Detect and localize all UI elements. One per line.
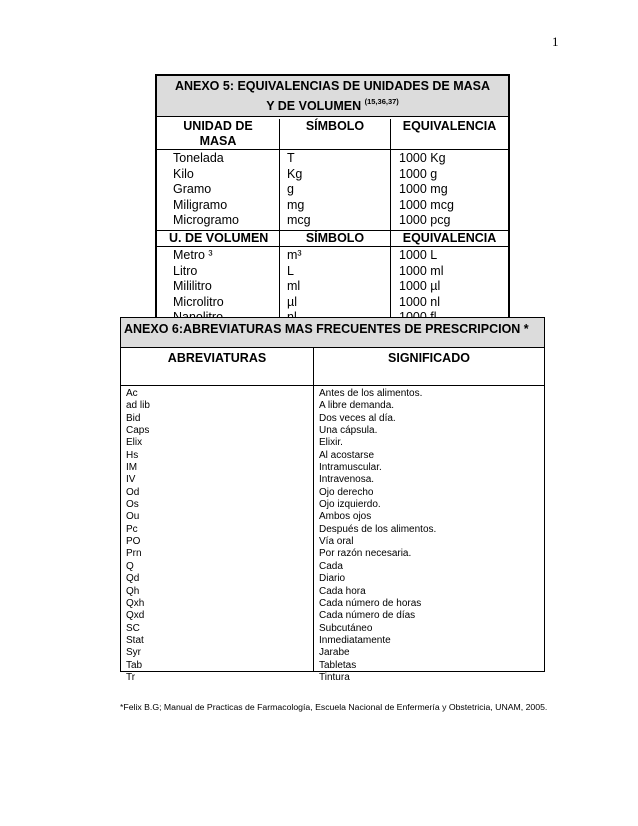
abbreviations-column: [121, 386, 314, 683]
meaning-cell: Ojo derecho: [319, 486, 374, 498]
mass-header-row: [157, 117, 508, 150]
table1-title-line1: ANEXO 5: EQUIVALENCIAS DE UNIDADES DE MASA: [174, 79, 491, 93]
meaning-cell: Cada número de días: [319, 610, 416, 622]
volume-header-row: [157, 230, 508, 247]
mass-symbol-header: SÍMBOLO: [280, 119, 391, 149]
abbreviation-cell: Elix: [126, 437, 143, 449]
meaning-cell: Tabletas: [319, 659, 357, 671]
meaning-cell: Diario: [319, 573, 346, 585]
meaning-cell: Cada: [319, 560, 343, 572]
meaning-cell: Subcutáneo: [319, 622, 373, 634]
volume-equivalence-cell: 1000 nl: [399, 294, 441, 309]
mass-equivalence-cell: 1000 g: [399, 166, 438, 181]
mass-unit-cell: Microgramo: [173, 213, 239, 228]
meaning-cell: Intravenosa.: [319, 474, 375, 486]
volume-unit-cell: Mililitro: [173, 279, 212, 294]
abbreviation-cell: Qd: [126, 573, 140, 585]
mass-symbol-cell: mg: [287, 197, 305, 212]
table1-title-line2: Y DE VOLUMEN: [266, 99, 362, 113]
volume-symbol-cell: µl: [287, 294, 297, 309]
abbreviation-cell: Bid: [126, 412, 141, 424]
meaning-cell: Dos veces al día.: [319, 412, 396, 424]
abbreviation-cell: Ou: [126, 511, 140, 523]
mass-symbol-cell: Kg: [287, 166, 303, 181]
meaning-cell: Elixir.: [319, 437, 343, 449]
page-number: 1: [552, 34, 559, 49]
abbreviation-cell: SC: [126, 622, 140, 634]
table1-title: [157, 76, 508, 117]
mass-unit-cell: Gramo: [173, 182, 212, 197]
mass-unit-header: [157, 119, 280, 149]
mass-unit-header-line1: UNIDAD DE: [183, 119, 253, 133]
mass-symbol-cell: g: [287, 182, 294, 197]
volume-equivalence-cell: 1000 µl: [399, 279, 441, 294]
meaning-cell: Después de los alimentos.: [319, 523, 437, 535]
volume-units-column: [157, 247, 280, 327]
mass-equivalences-column: [391, 150, 508, 230]
abbreviation-cell: IV: [126, 474, 136, 486]
abbreviation-cell: Tab: [126, 659, 143, 671]
abbreviation-cell: Os: [126, 499, 139, 511]
mass-equivalence-cell: 1000 pcg: [399, 213, 451, 228]
abbreviation-cell: Syr: [126, 647, 141, 659]
mass-symbol-cell: T: [287, 151, 295, 165]
meaning-cell: Ojo izquierdo.: [319, 499, 381, 511]
mass-unit-header-line2: MASA: [199, 134, 237, 148]
abbreviation-cell: Q: [126, 560, 134, 572]
mass-volume-equivalence-table: [155, 74, 510, 329]
meaning-cell: A libre demanda.: [319, 400, 395, 412]
volume-unit-cell: Microlitro: [173, 294, 224, 309]
abbreviation-cell: Qxd: [126, 610, 145, 622]
mass-data-block: [157, 150, 508, 230]
volume-equivalence-cell: 1000 L: [399, 247, 438, 262]
table2-title: ANEXO 6:ABREVIATURAS MAS FRECUENTES DE PRESCRIPCION *: [121, 318, 544, 348]
meaning-cell: Ambos ojos: [319, 511, 372, 523]
meaning-cell: Una cápsula.: [319, 425, 378, 437]
volume-symbol-cell: m³: [287, 247, 302, 262]
abbreviation-cell: ad lib: [126, 400, 150, 412]
mass-equivalence-cell: 1000 Kg: [399, 151, 446, 165]
abbreviation-cell: Prn: [126, 548, 142, 560]
abbreviation-cell: Caps: [126, 425, 150, 437]
abbreviation-cell: Pc: [126, 523, 138, 535]
mass-equivalence-cell: 1000 mg: [399, 182, 448, 197]
abbreviations-header: ABREVIATURAS: [121, 348, 314, 385]
meaning-header: SIGNIFICADO: [388, 351, 470, 365]
meaning-cell: Cada hora: [319, 585, 366, 597]
abbreviation-cell: IM: [126, 462, 138, 474]
abbreviation-cell: Ac: [126, 388, 138, 399]
meaning-cell: Jarabe: [319, 647, 350, 659]
table2-header-row: [121, 348, 544, 386]
abbreviation-cell: Od: [126, 486, 140, 498]
footnote: *Felix B.G; Manual de Practicas de Farmacología, Escuela Nacional de Enfermería y Obstetricia, UNAM, 2005.: [120, 702, 548, 712]
volume-unit-header: U. DE VOLUMEN: [157, 231, 280, 246]
mass-unit-cell: Kilo: [173, 166, 194, 181]
abbreviation-cell: Qh: [126, 585, 140, 597]
meaning-cell: Al acostarse: [319, 449, 375, 461]
abbreviation-cell: PO: [126, 536, 141, 548]
volume-equivalence-header: EQUIVALENCIA: [402, 230, 497, 245]
mass-equivalence-cell: 1000 mcg: [399, 197, 454, 212]
mass-equivalence-header: EQUIVALENCIA: [402, 119, 497, 133]
mass-units-column: [157, 150, 280, 230]
mass-unit-cell: Miligramo: [173, 197, 228, 212]
volume-symbol-cell: L: [287, 263, 294, 278]
abbreviation-cell: Stat: [126, 634, 144, 646]
volume-unit-cell: Litro: [173, 263, 198, 278]
volume-equivalence-cell: 1000 ml: [399, 263, 444, 278]
abbreviation-cell: Qxh: [126, 597, 145, 609]
abbreviation-cell: Hs: [126, 449, 139, 461]
meaning-cell: Tintura: [319, 671, 350, 683]
mass-unit-cell: Tonelada: [173, 151, 224, 165]
prescription-abbreviations-table: [120, 317, 545, 683]
table1-title-reference: (15,36,37): [364, 97, 399, 106]
meaning-cell: Antes de los alimentos.: [319, 388, 423, 399]
meanings-column: [314, 386, 544, 684]
meaning-cell: Cada número de horas: [319, 597, 422, 609]
meaning-cell: Por razón necesaria.: [319, 548, 412, 560]
volume-symbols-column: [280, 247, 391, 327]
volume-equivalences-column: [391, 247, 508, 327]
volume-symbol-cell: ml: [287, 279, 301, 294]
volume-symbol-header: SÍMBOLO: [280, 231, 391, 246]
table2-body: [121, 386, 544, 684]
mass-symbol-cell: mcg: [287, 213, 311, 228]
meaning-cell: Intramuscular.: [319, 462, 382, 474]
abbreviation-cell: Tr: [126, 671, 136, 683]
volume-unit-cell: Metro ³: [173, 247, 213, 262]
mass-symbols-column: [280, 150, 391, 230]
meaning-cell: Inmediatamente: [319, 634, 391, 646]
volume-data-block: [157, 247, 508, 327]
meaning-cell: Vía oral: [319, 536, 354, 548]
